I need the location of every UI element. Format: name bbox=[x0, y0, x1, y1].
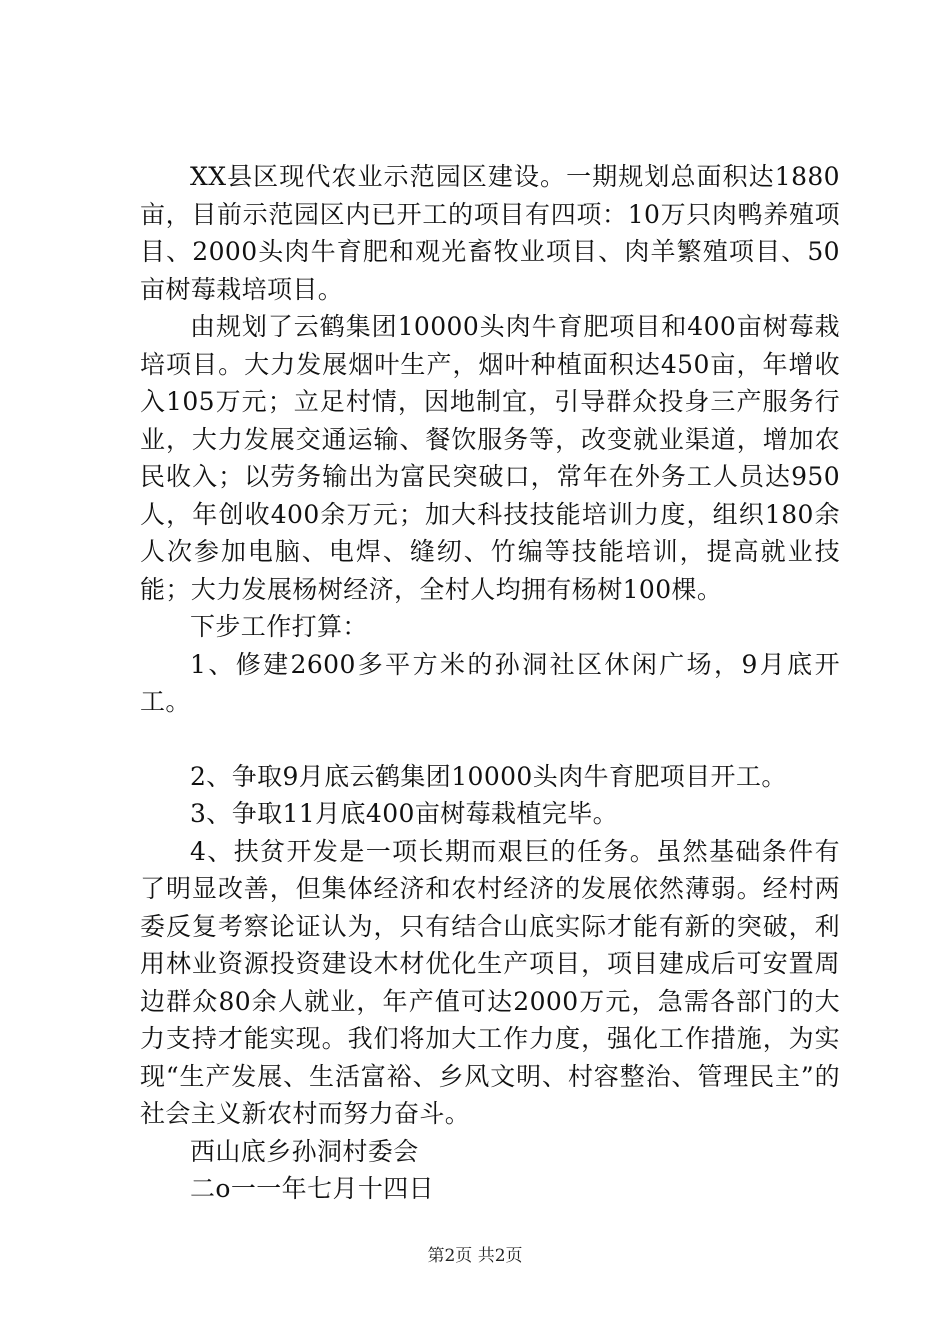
paragraph-park-construction: XX县区现代农业示范园区建设。一期规划总面积达1880亩，目前示范园区内已开工的项目有四项：10万只肉鸭养殖项目、2000头肉牛育肥和观光畜牧业项目、肉羊繁殖项目、50亩树莓栽培项目。 bbox=[140, 162, 840, 304]
page-footer bbox=[0, 1244, 950, 1268]
paragraph-plan-item-3: 3、争取11月底400亩树莓栽植完毕。 bbox=[190, 799, 619, 828]
signature-date: 二o一一年七月十四日 bbox=[190, 1174, 435, 1203]
paragraph-plan-item-2: 2、争取9月底云鹤集团10000头肉牛育肥项目开工。 bbox=[190, 761, 787, 791]
paragraph-plan-item-4: 4、扶贫开发是一项长期而艰巨的任务。虽然基础条件有了明显改善，但集体经济和农村经济的发展依然薄弱。经村两委反复考察论证认为，只有结合山底实际才能有新的突破，利用林业资源投资建设木材优化生产项目，项目建成后可安置周边群众80余人就业，年产值可达2000万元，急需各部门的大力支持才能实现。我们将加大工作力度，强化工作措施，为实现“生产发展、生活富裕、乡风文明、村容整治、管理民主”的社会主义新农村而努力奋斗。 bbox=[140, 836, 840, 1128]
document-body bbox=[140, 158, 840, 1208]
paragraph-projects-overview: 由规划了云鹤集团10000头肉牛育肥项目和400亩树莓栽培项目。大力发展烟叶生产，烟叶种植面积达450亩，年增收入105万元；立足村情，因地制宜，引导群众投身三产服务行业，大力发展交通运输、餐饮服务等，改变就业渠道，增加农民收入；以劳务输出为富民突破口，常年在外务工人员达950人，年创收400余万元；加大科技技能培训力度，组织180余人次参加电脑、电焊、缝纫、竹编等技能培训，提高就业技能；大力发展杨树经济，全村人均拥有杨树100棵。 bbox=[140, 312, 840, 604]
page-number: 第2页 共2页 bbox=[427, 1246, 523, 1266]
paragraph-plan-item-1: 1、修建2600多平方米的孙洞社区休闲广场，9月底开工。 bbox=[140, 649, 840, 716]
signature-organization: 西山底乡孙洞村委会 bbox=[190, 1136, 419, 1166]
paragraph-next-steps-heading: 下步工作打算： bbox=[190, 612, 368, 641]
